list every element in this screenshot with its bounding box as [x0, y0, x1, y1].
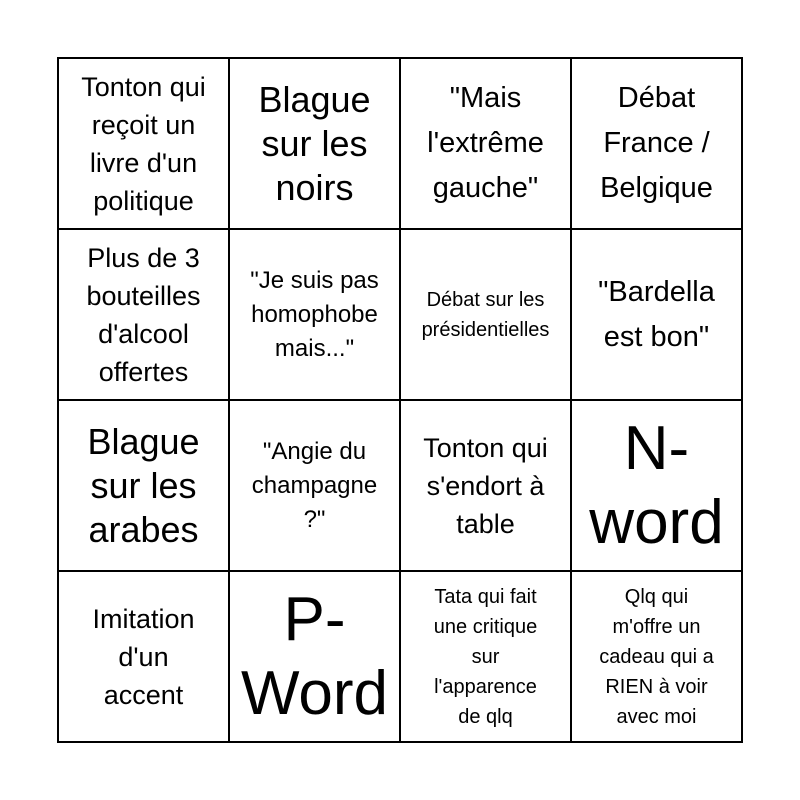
cell-text: Débat sur les présidentielles	[421, 288, 550, 341]
bingo-board	[57, 57, 743, 743]
cell-text: "Je suis pas homophobe mais..."	[250, 266, 379, 362]
bingo-cell[interactable]	[229, 229, 400, 400]
cell-text: Blague sur les noirs	[258, 78, 371, 208]
bingo-cell[interactable]	[400, 58, 571, 229]
cell-text: Tonton qui s'endort à table	[423, 432, 548, 539]
bingo-cell[interactable]	[229, 58, 400, 229]
cell-text: "Mais l'extrême gauche"	[427, 82, 544, 204]
cell-text: Tata qui fait une critique sur l'apparence de qlq	[433, 585, 538, 728]
bingo-cell[interactable]	[400, 400, 571, 571]
cell-text: Tonton qui reçoit un livre d'un politique	[81, 71, 206, 216]
bingo-cell[interactable]	[571, 571, 742, 742]
bingo-cell[interactable]	[571, 400, 742, 571]
cell-text: Plus de 3 bouteilles d'alcool offertes	[86, 242, 201, 387]
bingo-cell[interactable]	[58, 58, 229, 229]
cell-text: N- word	[589, 413, 724, 557]
cell-text: P- Word	[240, 584, 388, 728]
bingo-cell[interactable]	[58, 229, 229, 400]
cell-text: "Angie du champagne ?"	[251, 437, 378, 533]
cell-text: "Bardella est bon"	[598, 275, 715, 353]
bingo-cell[interactable]	[400, 229, 571, 400]
bingo-cell[interactable]	[58, 400, 229, 571]
bingo-cell[interactable]	[571, 229, 742, 400]
bingo-cell[interactable]	[58, 571, 229, 742]
bingo-cell[interactable]	[229, 571, 400, 742]
bingo-cell[interactable]	[571, 58, 742, 229]
bingo-cell[interactable]	[229, 400, 400, 571]
cell-text: Imitation d'un accent	[92, 603, 195, 710]
cell-text: Qlq qui m'offre un cadeau qui a RIEN à voir avec moi	[599, 585, 714, 728]
bingo-cell[interactable]	[400, 571, 571, 742]
cell-text: Blague sur les arabes	[87, 420, 200, 550]
cell-text: Débat France / Belgique	[600, 82, 713, 204]
